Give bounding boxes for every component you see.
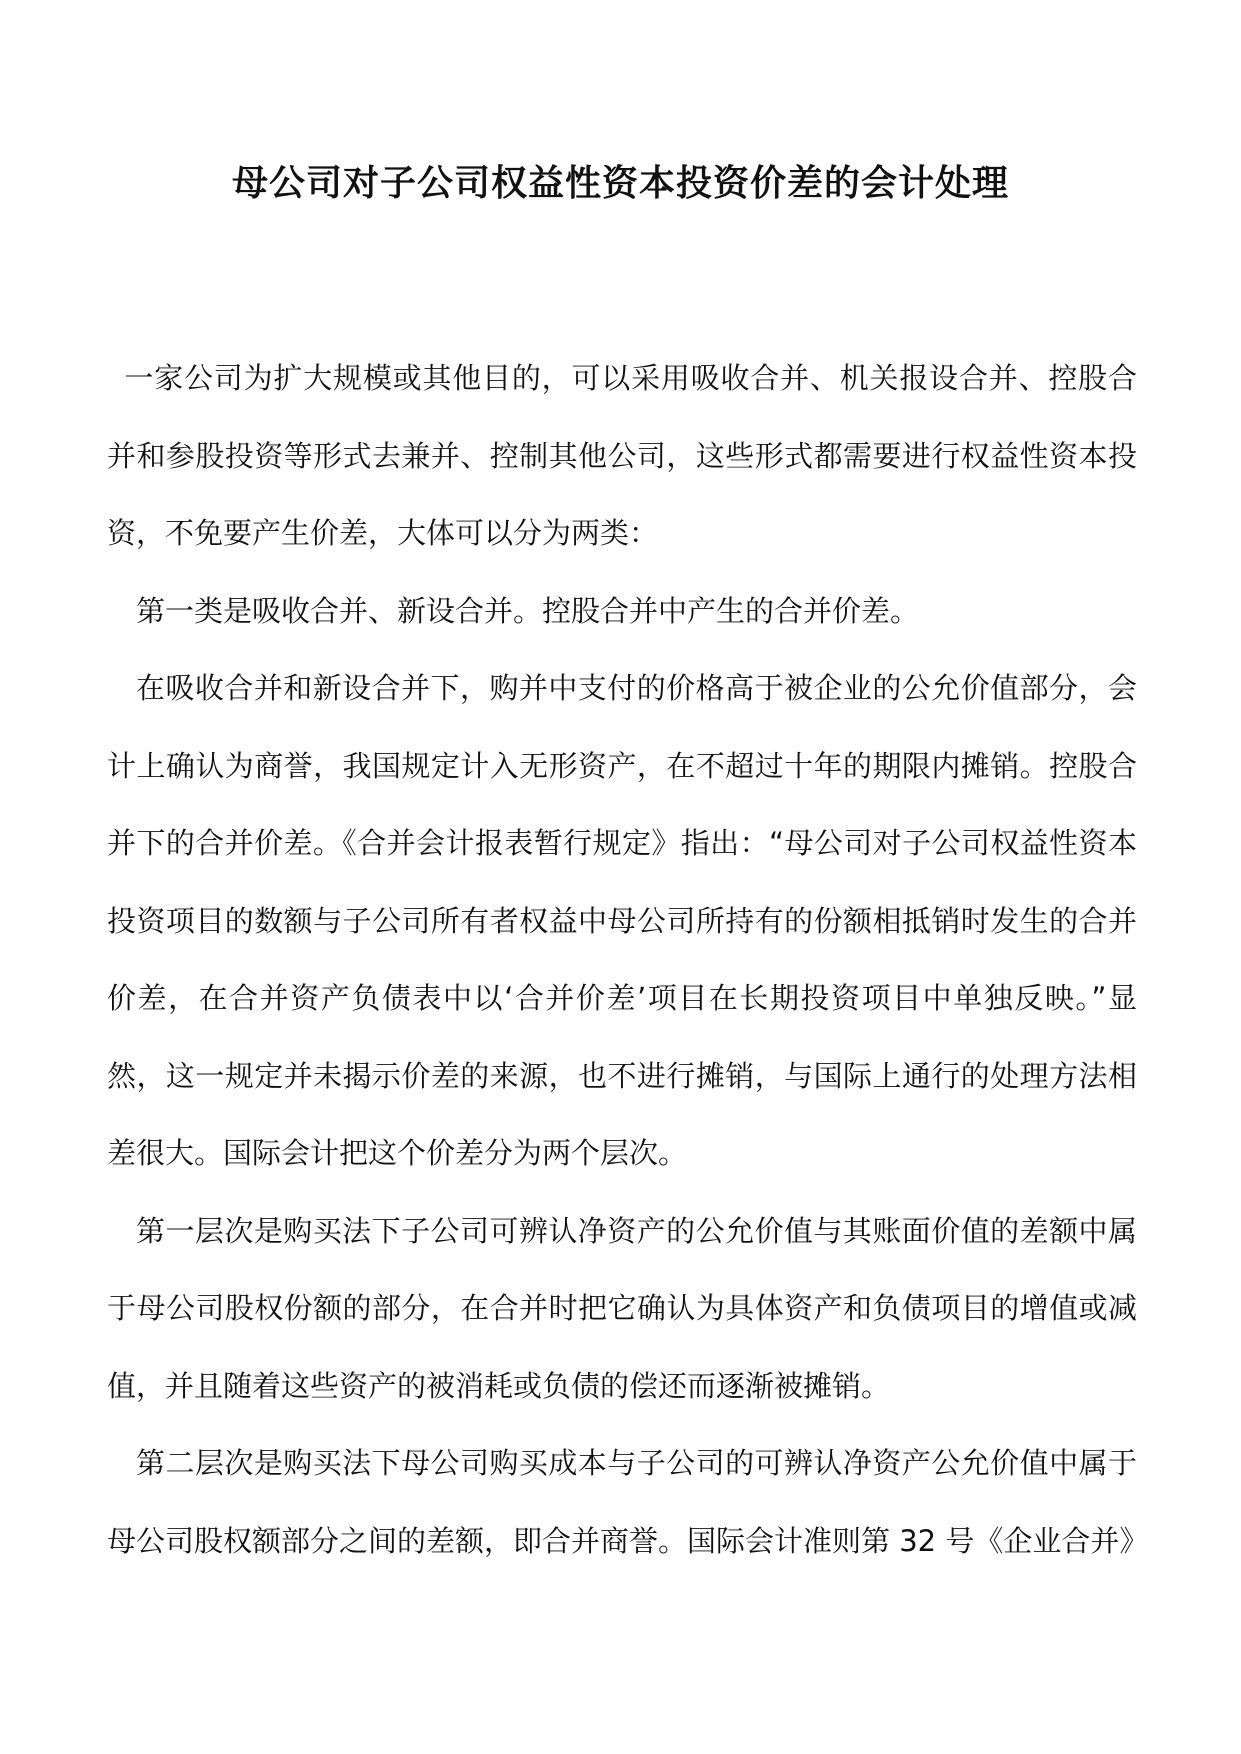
document-body <box>107 340 1149 1580</box>
paragraph-level-two: 第二层次是购买法下母公司购买成本与子公司的可辨认净资产公允价值中属于母公司股权额部分之间的差额，即合并商誉。国际会计准则第 32 号《企业合并》 <box>107 1446 1149 1558</box>
paragraph-intro: 一家公司为扩大规模或其他目的，可以采用吸收合并、机关报设合并、控股合并和参股投资等形式去兼并、控制其他公司，这些形式都需要进行权益性资本投资，不免要产生价差，大体可以分为两类： <box>107 361 1137 550</box>
document-title: 母公司对子公司权益性资本投资价差的会计处理 <box>231 162 1009 204</box>
paragraph-merger-difference: 在吸收合并和新设合并下，购并中支付的价格高于被企业的公允价值部分，会计上确认为商誉，我国规定计入无形资产，在不超过十年的期限内摊销。控股合并下的合并价差。《合并会计报表暂行规定》指出：“母公司对子公司权益性资本投资项目的数额与子公司所有者权益中母公司所持有的份额相抵销时发生的合并价差，在合并资产负债表中以‘合并价差’项目在长期投资项目中单独反映。”显然，这一规定并未揭示价差的来源，也不进行摊销，与国际上通行的处理方法相差很大。国际会计把这个价差分为两个层次。 <box>107 671 1137 1170</box>
paragraph-level-one: 第一层次是购买法下子公司可辨认净资产的公允价值与其账面价值的差额中属于母公司股权份额的部分，在合并时把它确认为具体资产和负债项目的增值或减值，并且随着这些资产的被消耗或负债的偿还而逐渐被摊销。 <box>107 1213 1137 1403</box>
paragraph-category-one: 第一类是吸收合并、新设合并。控股合并中产生的合并价差。 <box>136 593 920 628</box>
